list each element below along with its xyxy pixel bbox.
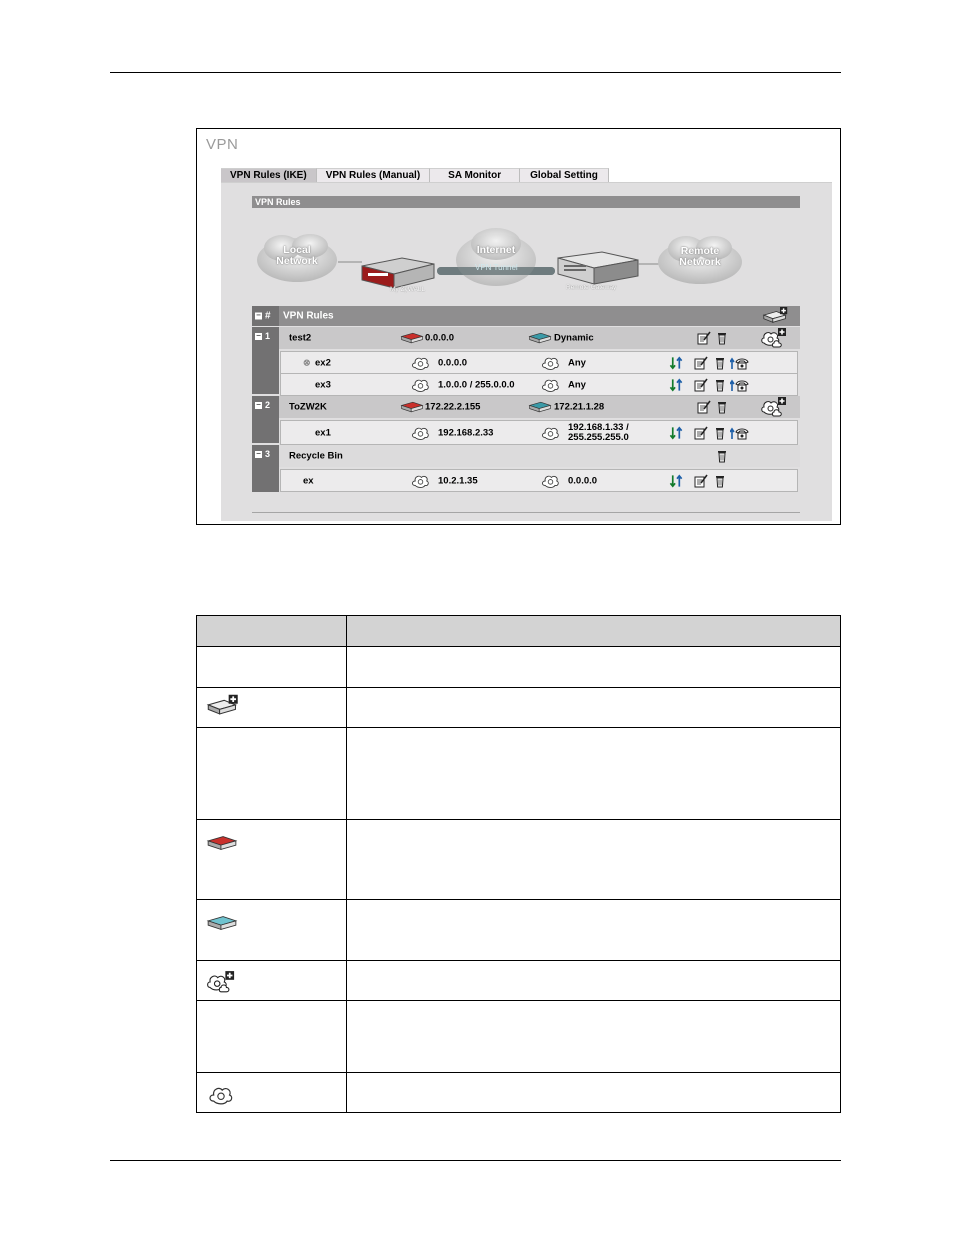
remote-network-label: Remote Network: [679, 245, 721, 268]
add-network-policy-icon: [206, 970, 236, 994]
screen-title: VPN: [206, 136, 239, 153]
table-row: [197, 900, 841, 961]
local-network-address: 1.0.0.0 / 255.0.0.0: [438, 379, 515, 390]
local-gateway-icon: [400, 401, 424, 414]
my-zywall-label: My ZyWALL: [390, 286, 426, 293]
remote-network-policy-icon: [541, 355, 560, 371]
dial-icon[interactable]: [730, 356, 750, 370]
section-title: VPN Rules: [252, 196, 800, 208]
local-network-address: 192.168.2.33: [438, 427, 494, 438]
table-row: [197, 1073, 841, 1113]
table-row: [197, 1001, 841, 1073]
dial-icon[interactable]: [730, 378, 750, 392]
remote-gateway-icon: [206, 914, 238, 932]
table-row: [197, 728, 841, 820]
remote-gateway-device: [558, 252, 638, 284]
edit-icon[interactable]: [694, 356, 708, 370]
vpn-screenshot: [196, 128, 841, 525]
gateway-policy-row[interactable]: [279, 396, 800, 418]
add-gateway-policy-icon[interactable]: [762, 307, 789, 325]
table-header-row: [197, 616, 841, 647]
rule-number: 2: [265, 400, 271, 410]
add-network-policy-icon[interactable]: [761, 396, 787, 418]
table-bottom-rule: [252, 512, 800, 513]
delete-icon[interactable]: [717, 331, 727, 345]
move-icon[interactable]: [669, 356, 684, 370]
move-icon[interactable]: [669, 474, 684, 488]
edit-icon[interactable]: [694, 474, 708, 488]
delete-icon[interactable]: [715, 474, 725, 488]
remote-network-address: 192.168.1.33 / 255.255.255.0: [568, 421, 629, 443]
internet-cloud: [456, 228, 536, 286]
vpn-tunnel-label: VPN Tunnel: [475, 263, 518, 272]
delete-icon[interactable]: [715, 426, 725, 440]
delete-icon[interactable]: [717, 400, 727, 414]
local-network-policy-icon: [411, 473, 430, 489]
network-policy-row[interactable]: [280, 469, 798, 492]
inactive-icon: ⊗: [303, 357, 311, 367]
collapse-rule-1-icon[interactable]: −: [256, 331, 261, 341]
rule-name: Recycle Bin: [289, 450, 343, 462]
collapse-rule-3-icon[interactable]: −: [256, 449, 261, 459]
tab-bar: [221, 168, 609, 182]
table-row: [197, 961, 841, 1001]
network-policy-row[interactable]: [280, 351, 798, 374]
remote-network-address: Any: [568, 379, 586, 390]
local-network-address: 10.2.1.35: [438, 475, 478, 486]
edit-icon[interactable]: [694, 378, 708, 392]
policy-name: ex3: [315, 379, 331, 390]
remote-network-policy-icon: [541, 425, 560, 441]
rule-number: 1: [265, 331, 271, 341]
rule-name: test2: [289, 332, 312, 344]
local-gateway-icon: [206, 834, 238, 852]
remote-network-policy-icon: [541, 377, 560, 393]
move-icon[interactable]: [669, 426, 684, 440]
delete-icon[interactable]: [717, 449, 727, 463]
my-zywall-device: [362, 258, 434, 288]
rules-header: [252, 306, 800, 326]
remote-network-address: Any: [568, 357, 586, 368]
network-policy-row[interactable]: [280, 373, 798, 396]
local-gateway-icon: [400, 332, 424, 345]
tab-panel: [221, 182, 832, 521]
edit-icon[interactable]: [697, 400, 711, 414]
num-header: #: [265, 310, 271, 322]
tab-vpn-rules-ike[interactable]: VPN Rules (IKE): [221, 168, 317, 183]
network-policy-row[interactable]: [280, 420, 798, 445]
local-network-policy-icon: [411, 425, 430, 441]
delete-icon[interactable]: [715, 356, 725, 370]
table-row: [197, 647, 841, 688]
edit-icon[interactable]: [697, 331, 711, 345]
local-network-policy-icon: [208, 1084, 234, 1106]
internet-label: Internet: [476, 244, 516, 256]
move-icon[interactable]: [669, 378, 684, 392]
add-gateway-policy-icon: [206, 694, 240, 718]
footer-rule: [110, 1160, 841, 1161]
table-row: [197, 688, 841, 728]
tab-vpn-rules-manual[interactable]: VPN Rules (Manual): [317, 168, 430, 182]
remote-gateway-address: Dynamic: [554, 332, 594, 344]
remote-network-address: 0.0.0.0: [568, 475, 598, 486]
dial-icon[interactable]: [730, 426, 750, 440]
remote-gateway-icon: [528, 332, 552, 345]
edit-icon[interactable]: [694, 426, 708, 440]
remote-gateway-label: Remote Gateway: [566, 284, 617, 291]
remote-network-policy-icon: [541, 473, 560, 489]
delete-icon[interactable]: [715, 378, 725, 392]
rule-name: ToZW2K: [289, 401, 327, 413]
collapse-rule-2-icon[interactable]: −: [256, 400, 261, 410]
gateway-policy-row[interactable]: [279, 327, 800, 349]
rules-header-title: VPN Rules: [283, 310, 334, 322]
add-network-policy-icon[interactable]: [761, 327, 787, 349]
local-gateway-address: 172.22.2.155: [425, 401, 481, 413]
description-header-cell: [347, 616, 841, 647]
policy-name: ex: [303, 475, 314, 486]
tab-sa-monitor[interactable]: SA Monitor: [430, 168, 520, 182]
table-row: [197, 820, 841, 900]
local-network-address: 0.0.0.0: [438, 357, 468, 368]
tab-global-setting[interactable]: Global Setting: [520, 168, 609, 182]
local-network-policy-icon: [411, 355, 430, 371]
local-network-policy-icon: [411, 377, 430, 393]
header-rule: [110, 72, 841, 73]
local-gateway-address: 0.0.0.0: [425, 332, 455, 344]
policy-name: ex1: [315, 427, 331, 438]
rule-number: 3: [265, 449, 271, 459]
policy-name: ex2: [315, 357, 331, 368]
local-network-label: Local Network: [276, 244, 318, 267]
field-description-table: [196, 615, 841, 1113]
collapse-all-icon[interactable]: −: [256, 310, 261, 320]
remote-gateway-address: 172.21.1.28: [554, 401, 605, 413]
gateway-policy-row[interactable]: [279, 445, 800, 467]
label-header-cell: [197, 616, 347, 647]
vpn-diagram: [252, 218, 800, 298]
remote-gateway-icon: [528, 401, 552, 414]
